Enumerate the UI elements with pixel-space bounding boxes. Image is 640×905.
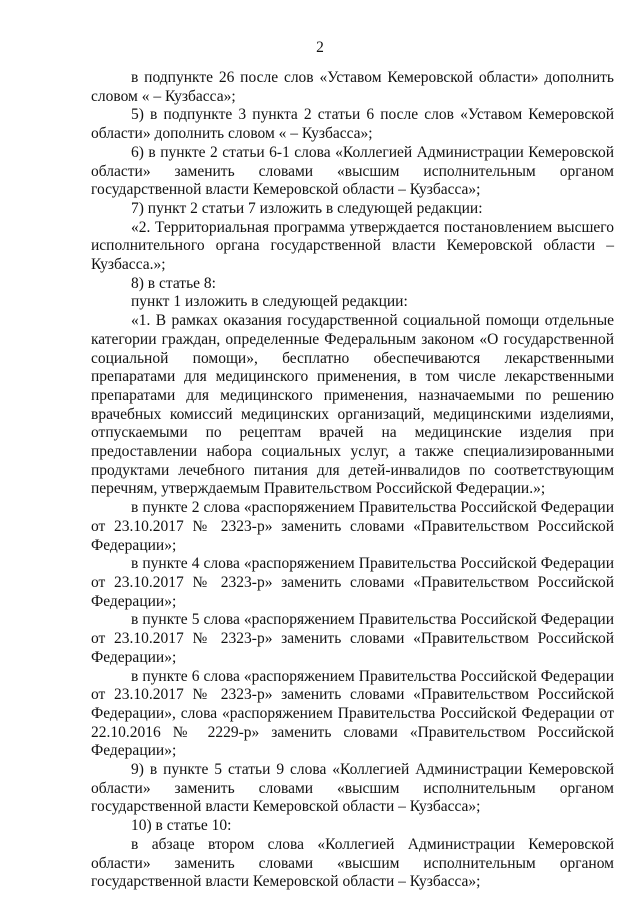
paragraph-point-4-replace: в пункте 4 слова «распоряжением Правительства Российской Федерации от 23.10.2017 № 2323-р» заменить словами «Правительством Российской Федерации»; [91,555,614,610]
paragraph-second-abzac: в абзаце втором слова «Коллегией Администрации Кемеровской области» заменить словами «высшим исполнительным органом государственной власти Кемеровской области – Кузбасса»; [91,835,614,891]
paragraph-item-9: 9) в пункте 5 статьи 9 слова «Коллегией Администрации Кемеровской области» заменить словами «высшим исполнительным органом государственной власти Кемеровской области – Кузбасса»; [91,761,614,816]
paragraph-point-6-replace: в пункте 6 слова «распоряжением Правительства Российской Федерации от 23.10.2017 № 2323-р» заменить словами «Правительством Российской Федерации», слова «распоряжением Правительства Российской Федерации от 22.10.2016 № 2229-р» заменить словами «Правительством Российской Федерации»; [91,667,614,760]
paragraph-item-7: 7) пункт 2 статьи 7 изложить в следующей редакции: [131,199,483,217]
paragraph-item-6: 6) в пункте 2 статьи 6-1 слова «Коллегией Администрации Кемеровской области» заменить словами «высшим исполнительным органом государственной власти Кемеровской области – Кузбасса»; [91,143,614,199]
paragraph-item-8: 8) в статье 8: [131,274,216,292]
paragraph-item-5: 5) в подпункте 3 пункта 2 статьи 6 после слов «Уставом Кемеровской области» дополнить словом « – Кузбасса»; [91,106,614,143]
paragraph-point-5-replace: в пункте 5 слова «распоряжением Правительства Российской Федерации от 23.10.2017 № 2323-р» заменить словами «Правительством Российской Федерации»; [91,611,614,666]
page-number: 2 [316,39,324,56]
paragraph-item-10: 10) в статье 10: [131,817,232,835]
paragraph-subpoint-26-addition: в подпункте 26 после слов «Уставом Кемеровской области» дополнить словом « – Кузбасса»; [91,69,614,105]
paragraph-point-1-redaction: пункт 1 изложить в следующей редакции: [131,293,408,311]
paragraph-social-assistance: «1. В рамках оказания государственной социальной помощи отдельные категории граждан, определенные Федеральным законом «О государственной социальной помощи», бесплатно обеспечиваются лекарственными препаратами для медицинского применения, в том числе лекарственными препаратами для медицинского применения, назначаемыми по решению врачебных комиссий медицинских организаций, медицинскими изделиями, отпускаемыми по рецептам врачей на медицинские изделия при предоставлении набора социальных услуг, а также специализированными продуктами лечебного питания для детей-инвалидов по соответствующим перечням, утверждаемым Правительством Российской Федерации.»; [91,312,614,498]
paragraph-territorial-program: «2. Территориальная программа утверждается постановлением высшего исполнительного органа государственной власти Кемеровской области – Кузбасса.»; [91,218,614,274]
paragraph-point-2-replace: в пункте 2 слова «распоряжением Правительства Российской Федерации от 23.10.2017 № 2323-р» заменить словами «Правительством Российской Федерации»; [91,499,614,554]
document-body [91,69,614,892]
